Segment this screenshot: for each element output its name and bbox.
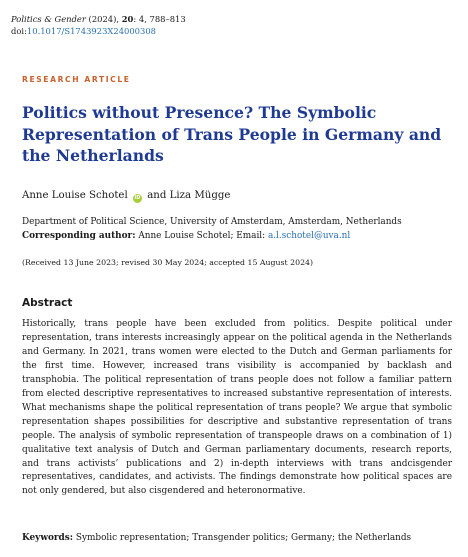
- abstract-heading: Abstract: [22, 297, 73, 309]
- journal-name: Politics & Gender: [11, 14, 86, 24]
- citation-line: [11, 13, 186, 25]
- citation-year: (2024),: [88, 14, 120, 24]
- email-link[interactable]: a.l.schotel@uva.nl: [267, 231, 351, 241]
- doi-link[interactable]: 10.1017/S1743923X24000308: [26, 26, 156, 36]
- affiliation-block: [22, 215, 452, 243]
- received-dates: (Received 13 June 2023; revised 30 May 2024; accepted 15 August 2024): [22, 258, 314, 267]
- keywords-line: [22, 533, 462, 543]
- affiliation: Department of Political Science, University of Amsterdam, Amsterdam, Netherlands: [22, 217, 402, 227]
- article-title: Politics without Presence? The Symbolic Representation of Trans People in Germany and the Netherlands: [22, 103, 442, 165]
- author-line: [22, 190, 230, 203]
- author-name[interactable]: Anne Louise Schotel: [22, 190, 128, 201]
- doi-prefix: doi:: [11, 26, 27, 36]
- corresponding-text: Anne Louise Schotel; Email:: [138, 231, 266, 241]
- citation-volume: 20: [121, 14, 134, 24]
- author-name-2[interactable]: Liza Mügge: [169, 190, 231, 201]
- doi-line: [11, 25, 186, 37]
- orcid-icon[interactable]: iD: [134, 195, 141, 201]
- citation-block: [11, 13, 186, 37]
- corresponding-label: Corresponding author:: [22, 231, 136, 241]
- citation-issue-pages: : 4, 788–813: [133, 14, 186, 24]
- author-separator: and: [147, 190, 167, 201]
- section-label: RESEARCH ARTICLE: [22, 75, 131, 84]
- keywords-label: Keywords:: [22, 533, 74, 543]
- abstract-text: Historically, trans people have been excluded from politics. Despite political under representation, trans interests increasingly appear on the political agenda in the Netherlands and Germany. In 2021, trans women were elected to the Dutch and German parliaments for the first time. However, increased trans visibility is accompanied by backlash and transphobia. The political representation of trans people does not follow a familiar pattern from elected descriptive representatives to increased substantive representation of interests. What mechanisms shape the political representation of trans people? We argue that symbolic representation shapes possibilities for descriptive and substantive representation of trans people. The analysis of symbolic representation of transpeople draws on a combination of 1) qualitative text analysis of Dutch and German parliamentary documents, research reports, and trans activists’ publications and 2) in-depth interviews with trans andcisgender representatives, candidates, and activists. The findings demonstrate how political spaces are not only gendered, but also cisgendered and heteronormative.: [22, 319, 452, 497]
- keywords-text: Symbolic representation; Transgender politics; Germany; the Netherlands: [75, 533, 412, 543]
- corresponding-author: [22, 229, 452, 243]
